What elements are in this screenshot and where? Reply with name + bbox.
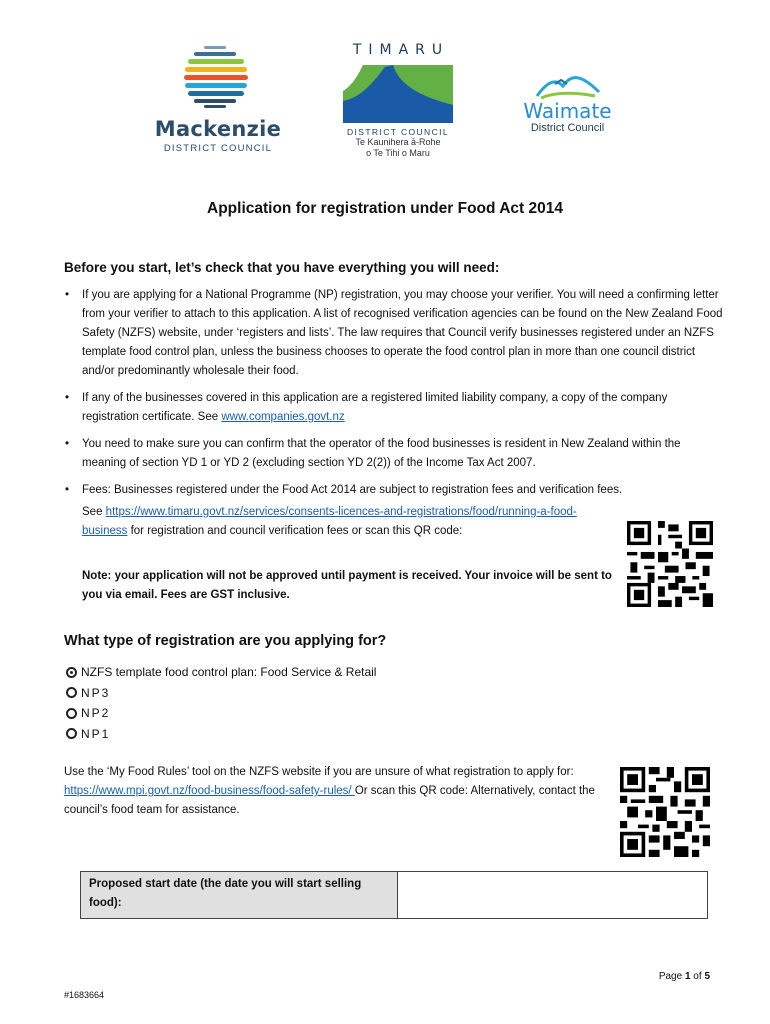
fees-qr-code-icon[interactable] — [627, 521, 713, 607]
radio-option-np2[interactable] — [66, 703, 376, 724]
waimate-name: Waimate — [523, 99, 612, 123]
timaru-name: TIMARU — [352, 42, 450, 58]
start-date-table — [80, 871, 708, 919]
waimate-logo — [510, 70, 625, 134]
bullet-icon: • — [65, 289, 70, 301]
start-date-input[interactable] — [398, 872, 708, 919]
radio-label: NZFS template food control plan: Food Service & Retail — [81, 665, 377, 680]
radio-label: NP3 — [81, 685, 111, 700]
payment-note: Note: your application will not be approved until payment is received. Your invoice will be sent to you via email. Fees are GST inclusive. — [82, 570, 612, 601]
radio-selected-icon[interactable] — [66, 667, 77, 678]
registration-options — [66, 662, 376, 744]
radio-label: NP1 — [81, 726, 111, 741]
waimate-mountain-icon — [533, 70, 603, 100]
bullet-icon: • — [65, 438, 70, 450]
page-mid: of — [690, 971, 705, 982]
checklist-heading: Before you start, let’s check that you have everything you will need: — [64, 260, 500, 275]
bullet-text: You need to make sure you can confirm that the operator of the food businesses is resident in New Zealand within the meaning of section YD 1 or YD 2 (excluding section YD 2(2)) of the Income Tax Act 2007. — [82, 438, 681, 469]
list-item — [64, 286, 724, 381]
checklist-list — [64, 286, 724, 508]
mackenzie-sub: DISTRICT COUNCIL — [163, 143, 273, 154]
fees-link[interactable]: https://www.timaru.govt.nz/services/consents-licences-and-registrations/food/running-a-food-business — [82, 506, 577, 537]
mackenzie-emblem-icon — [148, 42, 288, 110]
page-prefix: Page — [658, 971, 685, 982]
bullet-text: If any of the businesses covered in this application are a registered limited liability company, a copy of the company registration certificate. See — [82, 392, 668, 423]
bullet-text: Fees: Businesses registered under the Food Act 2014 are subject to registration fees and verification fees. — [82, 484, 623, 496]
radio-option-np1[interactable] — [66, 724, 376, 745]
bullet-text: If you are applying for a National Programme (NP) registration, you may choose your verifier. You will need a confirming letter from your verifier to attach to this application. A list of recognised verification agencies can be found on the New Zealand Food Safety (NZFS) website, under ‘registers and lists’. The law requires that Council verify businesses registered under an NZFS template food control plan, unless the business chooses to operate the food control plan in more than one council district and/or predominantly wholesale their food. — [82, 289, 723, 377]
radio-option-fcp[interactable] — [66, 662, 376, 683]
companies-link[interactable]: www.companies.govt.nz — [221, 411, 345, 423]
timaru-logo — [338, 42, 458, 159]
timaru-te-line2: o Te Tihi o Maru — [366, 148, 430, 158]
radio-empty-icon[interactable] — [66, 687, 77, 698]
page-title: Application for registration under Food Act 2014 — [207, 200, 563, 217]
rules-after-text: Or scan this QR code: Alternatively, contact the council’s food team for assistance. — [64, 785, 595, 816]
page-total: 5 — [704, 971, 710, 982]
see-text: See — [82, 506, 106, 518]
fees-paragraph — [82, 503, 622, 541]
mackenzie-logo — [148, 42, 288, 154]
food-rules-link[interactable]: https://www.mpi.govt.nz/food-business/food-safety-rules/ — [64, 785, 355, 797]
list-item — [64, 435, 724, 473]
bullet-icon: • — [65, 484, 70, 496]
start-date-label: Proposed start date (the date you will start selling food): — [81, 872, 398, 919]
timaru-te-line1: Te Kaunihera ā-Rohe — [355, 137, 441, 147]
food-rules-paragraph — [64, 763, 609, 820]
radio-option-np3[interactable] — [66, 683, 376, 704]
page-number — [659, 971, 710, 982]
registration-heading: What type of registration are you applying for? — [64, 633, 387, 649]
bullet-icon: • — [65, 392, 70, 404]
food-rules-qr-code-icon[interactable] — [620, 767, 710, 857]
timaru-landscape-icon — [341, 61, 455, 123]
radio-empty-icon[interactable] — [66, 708, 77, 719]
fees-after-text: for registration and council verification fees or scan this QR code: — [127, 525, 463, 537]
radio-empty-icon[interactable] — [66, 728, 77, 739]
rules-text: Use the ‘My Food Rules’ tool on the NZFS website if you are unsure of what registration to apply for: — [64, 766, 574, 778]
document-id: #1683664 — [64, 990, 105, 1000]
waimate-sub: District Council — [530, 122, 605, 134]
timaru-sub: DISTRICT COUNCIL — [346, 127, 450, 137]
list-item — [64, 481, 724, 500]
radio-label: NP2 — [81, 706, 111, 721]
list-item — [64, 389, 724, 427]
page-current: 1 — [684, 971, 691, 982]
mackenzie-name: Mackenzie — [154, 117, 282, 141]
